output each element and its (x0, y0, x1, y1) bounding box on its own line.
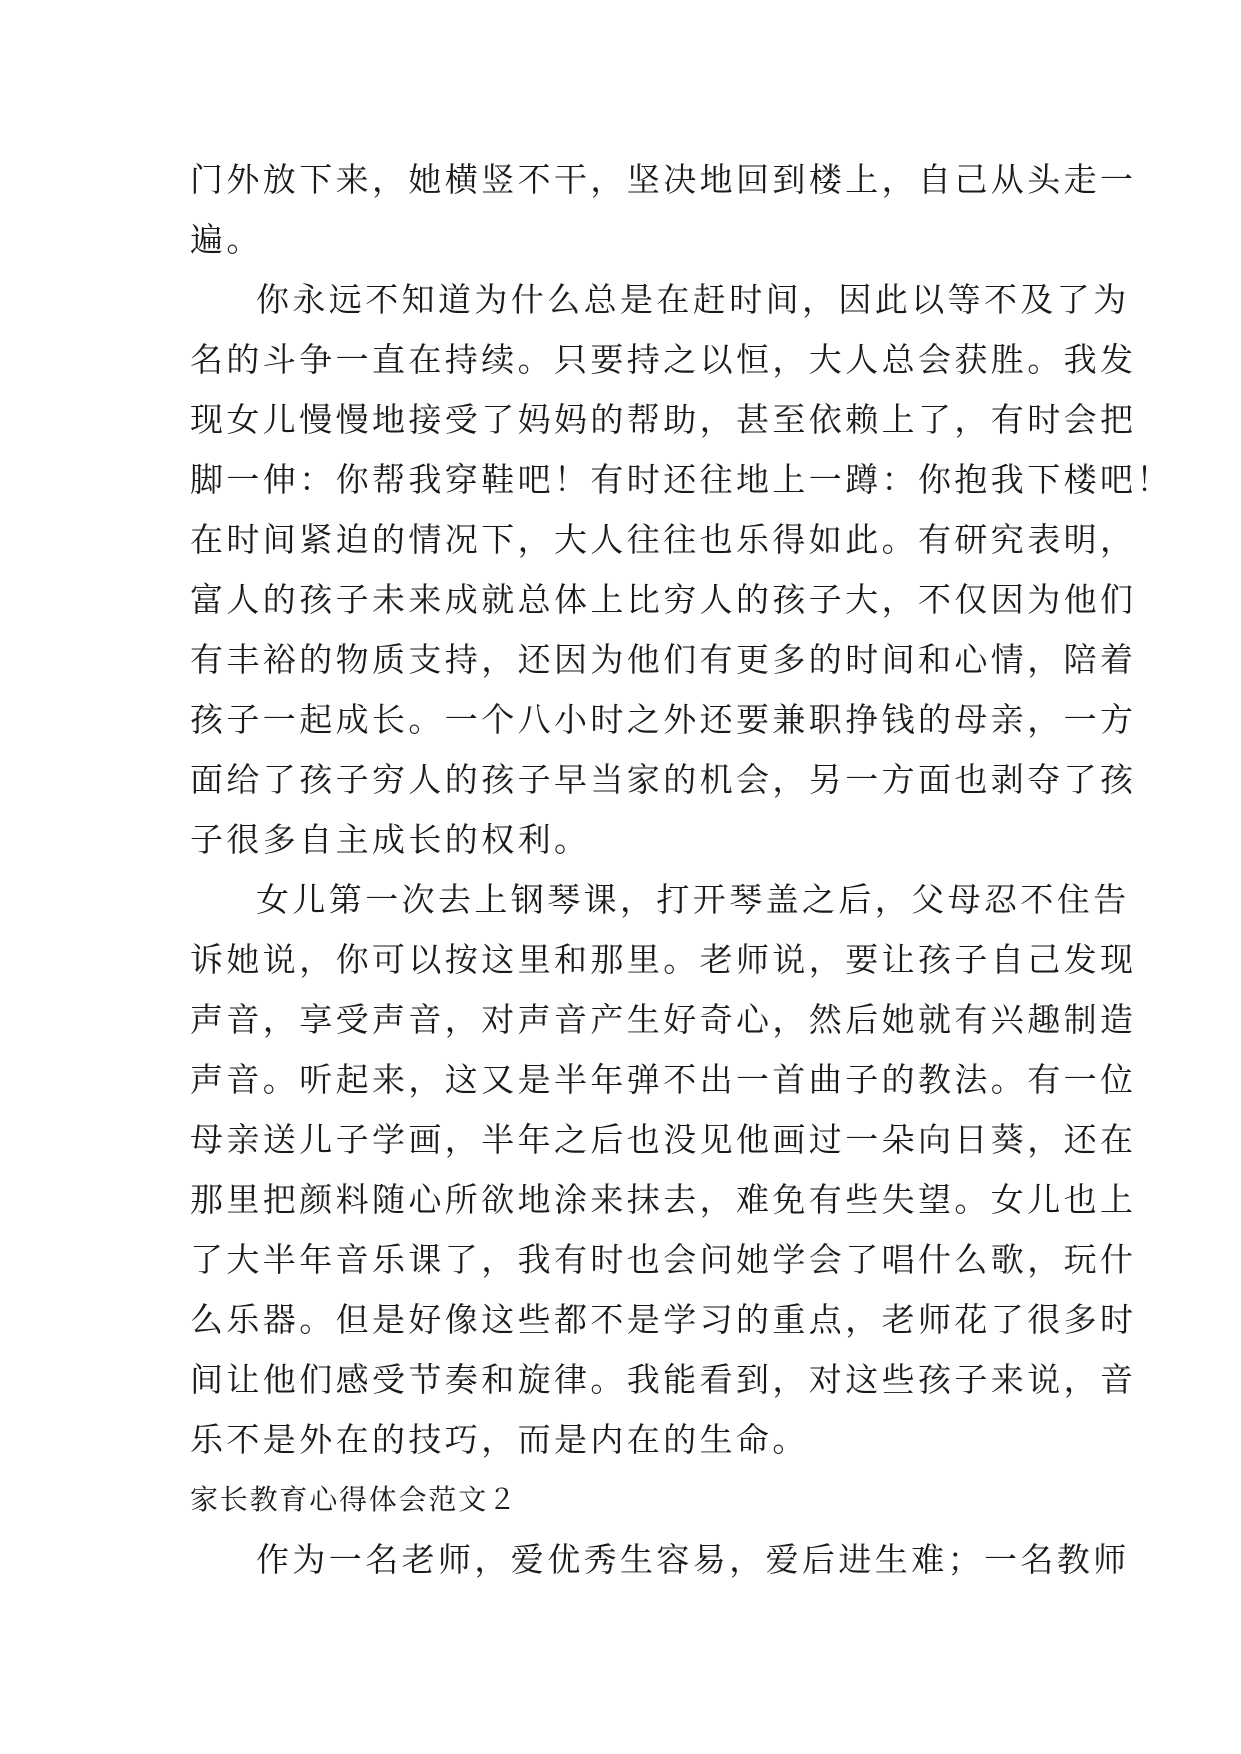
body-text-line: 名的斗争一直在持续。只要持之以恒，大人总会获胜。我发 (190, 340, 1137, 379)
body-text-line: 富人的孩子未来成就总体上比穷人的孩子大，不仅因为他们 (190, 580, 1137, 619)
body-text-line: 声音，享受声音，对声音产生好奇心，然后她就有兴趣制造 (190, 1000, 1137, 1039)
paragraph-start-line: 你永远不知道为什么总是在赶时间，因此以等不及了为 (256, 280, 1130, 319)
body-text-line: 母亲送儿子学画，半年之后也没见他画过一朵向日葵，还在 (190, 1120, 1137, 1159)
body-text-line: 么乐器。但是好像这些都不是学习的重点，老师花了很多时 (190, 1300, 1137, 1339)
body-text-line: 门外放下来，她横竖不干，坚决地回到楼上，自己从头走一 (190, 160, 1137, 199)
body-text-line: 乐不是外在的技巧，而是内在的生命。 (190, 1420, 809, 1459)
body-text-line: 脚一伸：你帮我穿鞋吧！有时还往地上一蹲：你抱我下楼吧！ (190, 460, 1173, 499)
body-text-line: 间让他们感受节奏和旋律。我能看到，对这些孩子来说，音 (190, 1360, 1137, 1399)
body-text-line: 现女儿慢慢地接受了妈妈的帮助，甚至依赖上了，有时会把 (190, 400, 1137, 439)
body-text-line: 面给了孩子穷人的孩子早当家的机会，另一方面也剥夺了孩 (190, 760, 1137, 799)
body-text-line: 那里把颜料随心所欲地涂来抹去，难免有些失望。女儿也上 (190, 1180, 1137, 1219)
paragraph-start-line: 作为一名老师，爱优秀生容易，爱后进生难；一名教师 (256, 1540, 1130, 1579)
body-text-line: 在时间紧迫的情况下，大人往往也乐得如此。有研究表明， (190, 520, 1137, 559)
section-heading: 家长教育心得体会范文２ (190, 1483, 518, 1516)
body-text-line: 有丰裕的物质支持，还因为他们有更多的时间和心情，陪着 (190, 640, 1137, 679)
body-text-line: 诉她说，你可以按这里和那里。老师说，要让孩子自己发现 (190, 940, 1137, 979)
body-text-line: 子很多自主成长的权利。 (190, 820, 591, 859)
body-text-line: 声音。听起来，这又是半年弹不出一首曲子的教法。有一位 (190, 1060, 1137, 1099)
body-text-line: 了大半年音乐课了，我有时也会问她学会了唱什么歌，玩什 (190, 1240, 1137, 1279)
body-text-line: 遍。 (190, 220, 263, 259)
body-text-line: 孩子一起成长。一个八小时之外还要兼职挣钱的母亲，一方 (190, 700, 1137, 739)
paragraph-start-line: 女儿第一次去上钢琴课，打开琴盖之后，父母忍不住告 (256, 880, 1130, 919)
document-page (190, 150, 1173, 1590)
